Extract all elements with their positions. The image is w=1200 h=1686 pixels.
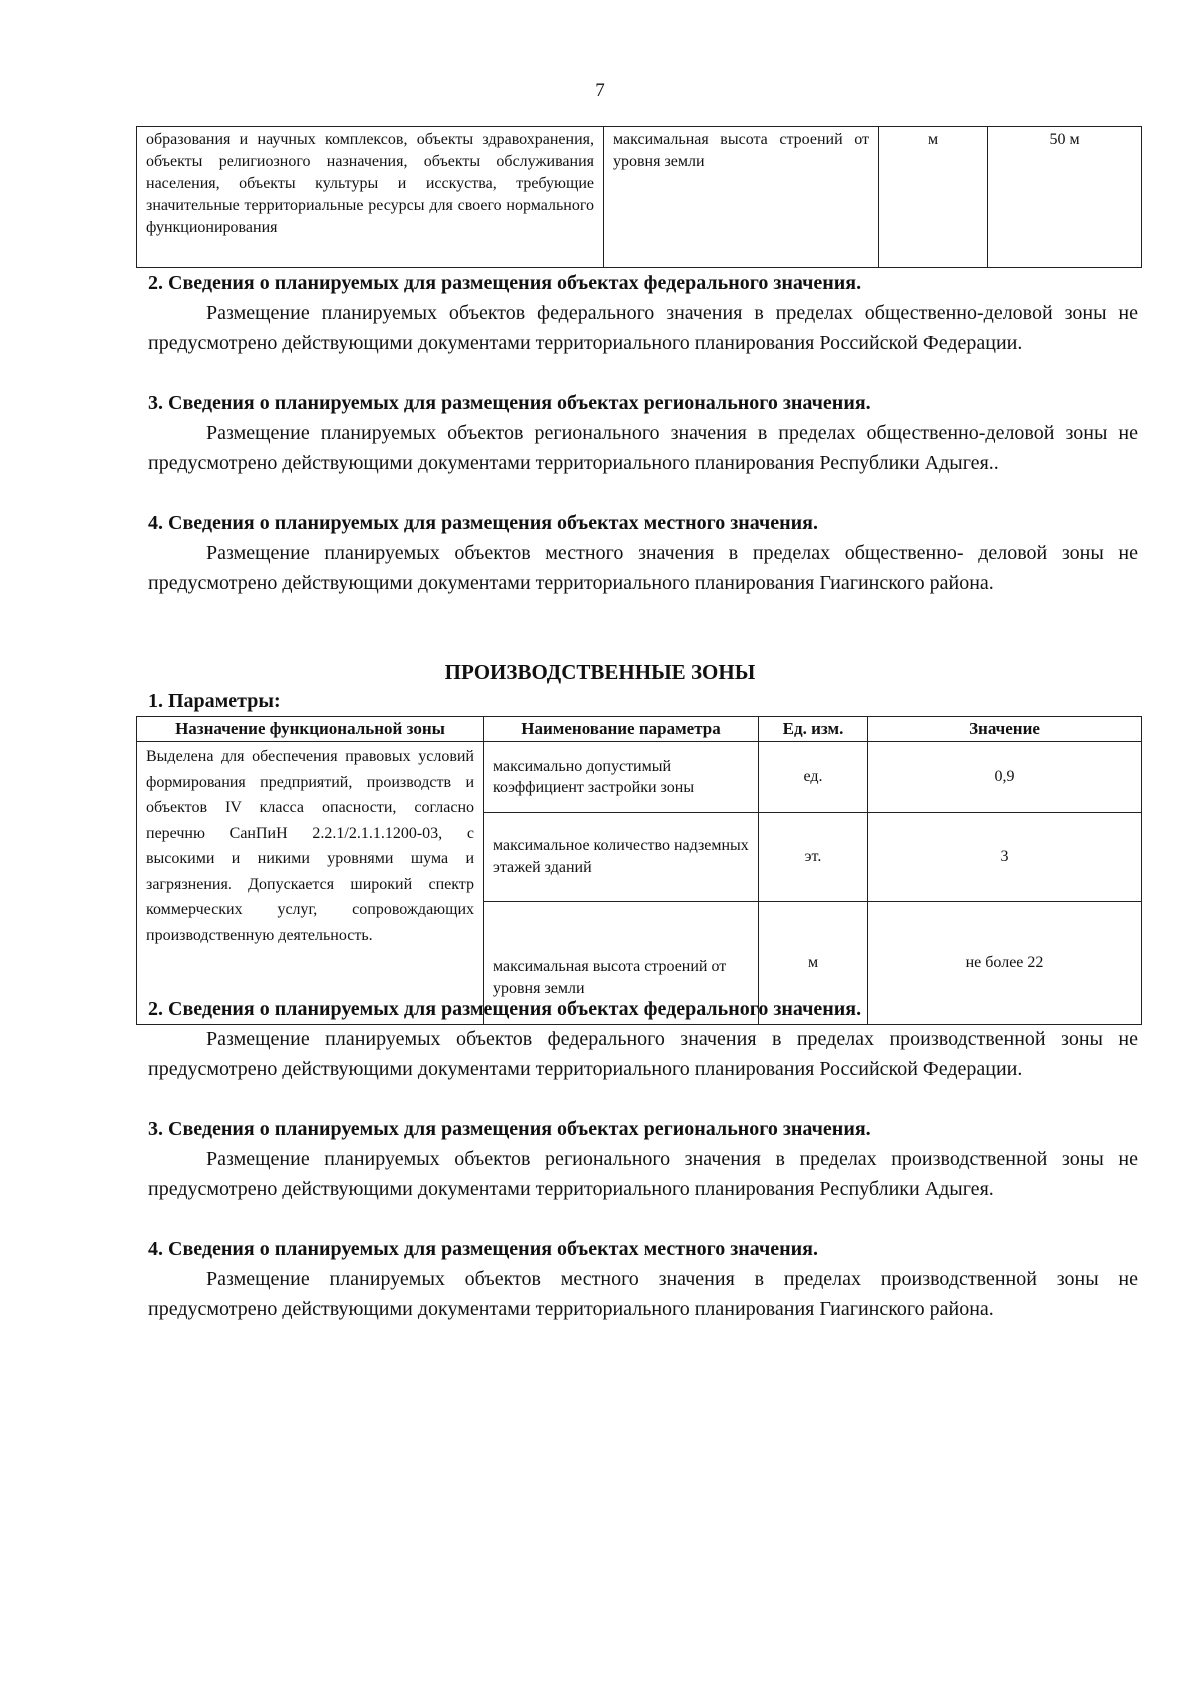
- industrial-paragraph-federal: Размещение планируемых объектов федерального значения в пределах производственной зоны не предусмотрено действующими документами территориального планирования Российской Федерации.: [148, 1028, 1138, 1080]
- table-header-row: [137, 717, 1142, 742]
- public-zone-table-continuation: [136, 126, 1142, 268]
- value-cell: 0,9: [868, 742, 1142, 813]
- column-header-zone: Назначение функциональной зоны: [137, 717, 484, 742]
- paragraph-regional: Размещение планируемых объектов регионального значения в пределах общественно-деловой зоны не предусмотрено действующими документами территориального планирования Республики Адыгея..: [148, 422, 1138, 474]
- value-cell: 50 м: [988, 127, 1142, 268]
- value-cell: 3: [868, 813, 1142, 902]
- unit-cell: ед.: [759, 742, 868, 813]
- section-heading-regional: 3. Сведения о планируемых для размещения объектах регионального значения.: [148, 392, 871, 414]
- value-cell: не более 22: [868, 902, 1142, 1025]
- zone-description-cell: образования и научных комплексов, объекты здравохранения, объекты религиозного назначения, объекты обслуживания населения, объекты культуры и исскуства, требующие значительные территориальные ресурсы для своего нормального функционирования: [137, 127, 604, 268]
- industrial-paragraph-local: Размещение планируемых объектов местного значения в пределах производственной зоны не предусмотрено действующими документами территориального планирования Гиагинского района.: [148, 1268, 1138, 1320]
- parameter-name-cell: максимальная высота строений от уровня земли: [604, 127, 879, 268]
- parameter-name-cell: максимальное количество надземных этажей зданий: [484, 813, 759, 902]
- column-header-parameter: Наименование параметра: [484, 717, 759, 742]
- unit-cell: м: [759, 902, 868, 1025]
- industrial-zones-title: ПРОИЗВОДСТВЕННЫЕ ЗОНЫ: [444, 660, 756, 684]
- industrial-parameters-table: [136, 716, 1142, 1025]
- industrial-paragraph-regional: Размещение планируемых объектов регионального значения в пределах производственной зоны не предусмотрено действующими документами территориального планирования Республики Адыгея.: [148, 1148, 1138, 1200]
- table-row: [137, 742, 1142, 813]
- parameter-name-cell: максимально допустимый коэффициент застройки зоны: [484, 742, 759, 813]
- column-header-unit: Ед. изм.: [759, 717, 868, 742]
- zone-description-cell: Выделена для обеспечения правовых условий формирования предприятий, производств и объектов IV класса опасности, согласно перечню СанПиН 2.2.1/2.1.1.1200-03, с высокими и никими уровнями шума и загрязнения. Допускается широкий спектр коммерческих услуг, сопровождающих производственную деятельность.: [137, 742, 484, 1025]
- section-heading-federal: 2. Сведения о планируемых для размещения объектах федерального значения.: [148, 272, 862, 294]
- industrial-heading-regional: 3. Сведения о планируемых для размещения объектах регионального значения.: [148, 1118, 871, 1140]
- column-header-value: Значение: [868, 717, 1142, 742]
- industrial-heading-federal: 2. Сведения о планируемых для размещения объектах федерального значения.: [148, 998, 862, 1020]
- parameters-heading: 1. Параметры:: [148, 690, 281, 712]
- paragraph-federal: Размещение планируемых объектов федерального значения в пределах общественно-деловой зоны не предусмотрено действующими документами территориального планирования Российской Федерации.: [148, 302, 1138, 354]
- unit-cell: эт.: [759, 813, 868, 902]
- unit-cell: м: [879, 127, 988, 268]
- parameter-name-cell: максимальная высота строений от уровня земли: [484, 902, 759, 1025]
- paragraph-local: Размещение планируемых объектов местного значения в пределах общественно- деловой зоны не предусмотрено действующими документами территориального планирования Гиагинского района.: [148, 542, 1138, 594]
- section-heading-local: 4. Сведения о планируемых для размещения объектах местного значения.: [148, 512, 818, 534]
- page-number: 7: [595, 80, 605, 101]
- industrial-heading-local: 4. Сведения о планируемых для размещения объектах местного значения.: [148, 1238, 818, 1260]
- table-row: [137, 127, 1142, 268]
